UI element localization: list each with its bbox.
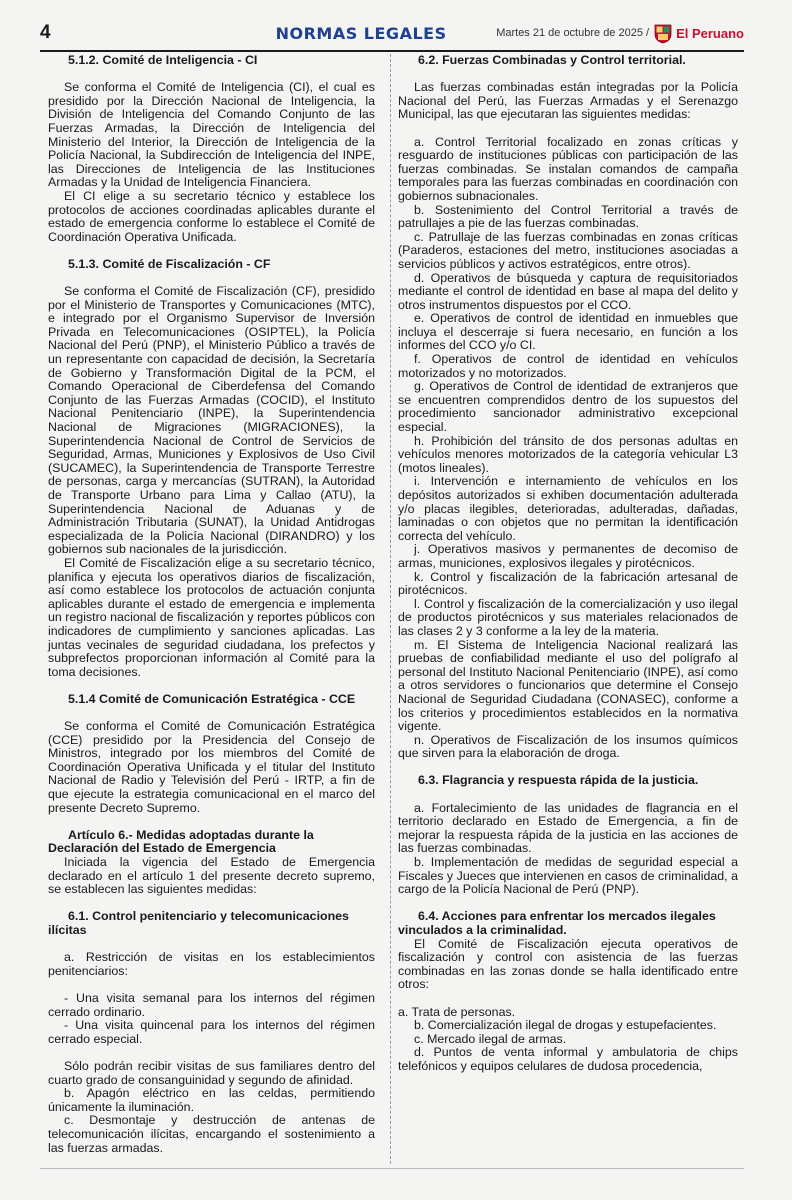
list-item-d: d. Puntos de venta informal y ambulatoria de chips telefónicos y equipos celulares de dudosa procedencia,	[398, 1045, 738, 1073]
right-column	[398, 54, 738, 1074]
list-item-k: k. Control y fiscalización de la fabricación artesanal de pirotécnicos.	[398, 569, 738, 598]
list-item-m: m. El Sistema de Inteligencia Nacional realizará las pruebas de confiabilidad mediante el uso del polígrafo al personal del Instituto Nacional Penitenciario (INPE), así como a otros servidores o funcionarios que determine el Consejo Nacional de Seguridad Ciudadana (CONASEC), conforme a los criterios y procedimientos establecidos en la normativa vigente.	[398, 637, 738, 734]
heading-6-2: 6.2. Fuerzas Combinadas y Control territorial.	[418, 53, 686, 67]
list-item-c: c. Mercado ilegal de armas.	[414, 1031, 567, 1046]
paragraph: El Comité de Fiscalización elige a su secretario técnico, planifica y ejecuta los operativos diarios de fiscalización, así como establece los protocolos de actuación conjunta aplicables durante el estado de emergencia e implementa un registro nacional de fiscalización y reportes públicos con indicadores de cumplimiento y sanciones aplicadas. Las juntas vecinales de seguridad ciudadana, los prefectos y subprefectos proporcionan información al Comité para la toma decisiones.	[48, 555, 375, 679]
list-item-e: e. Operativos de control de identidad en inmuebles que incluya el descerraje si fuera necesario, en función a los informes del CCO y/o CI.	[398, 311, 738, 353]
heading-5-1-3: 5.1.3. Comité de Fiscalización - CF	[68, 256, 271, 271]
page-bottom-rule	[40, 1168, 744, 1169]
heading-5-1-4: 5.1.4 Comité de Comunicación Estratégica - CCE	[68, 691, 356, 706]
list-item-h: h. Prohibición del tránsito de dos personas adultas en vehículos menores motorizados de la categoría vehicular L3 (motos lineales).	[398, 433, 738, 475]
heading-6-3: 6.3. Flagrancia y respuesta rápida de la justicia.	[418, 773, 699, 788]
list-item-g: g. Operativos de Control de identidad de extranjeros que se encuentren comprendidos dentro de los supuestos del procedimiento sancionador administrativo excepcional especial.	[398, 379, 738, 435]
list-item-f: f. Operativos de control de identidad en vehículos motorizados y no motorizados.	[398, 352, 738, 380]
list-item-b: b. Comercialización ilegal de drogas y estupefacientes.	[414, 1018, 717, 1033]
paragraph: El CI elige a su secretario técnico y establece los protocolos de acciones coordinadas aplicables durante el estado de emergencia conforme lo establece el Comité de Coordinación Operativa Unificada.	[48, 188, 375, 244]
list-item-i: i. Intervención e internamiento de vehículos en los depósitos autorizados si exhiben documentación adulterada y/o placas ilegibles, deterioradas, adulteradas, dañadas, laminadas o con objetos que no permitan la identificación correcta del vehículo.	[398, 474, 738, 543]
brand-name: El Peruano	[676, 25, 744, 41]
heading-6-4: 6.4. Acciones para enfrentar los mercados ilegales vinculados a la criminalidad.	[398, 909, 716, 937]
list-item-b: b. Sostenimiento del Control Territorial a través de patrullajes a pie de las fuerzas combinadas.	[398, 202, 738, 231]
heading-6-1: 6.1. Control penitenciario y telecomunicaciones ilícitas	[48, 909, 349, 937]
list-item-c: c. Patrullaje de las fuerzas combinadas en zonas críticas (Paraderos, estaciones del metro, instituciones asociadas a servicios públicos y activos estratégicos, entre otros).	[398, 229, 738, 271]
paragraph: c. Desmontaje y destrucción de antenas de telecomunicación ilícitas, encargando el sostenimiento a las fuerzas armadas.	[48, 1113, 375, 1155]
el-peruano-logo	[653, 22, 744, 44]
paragraph: Se conforma el Comité de Comunicación Estratégica (CCE) presidido por la Presidencia del Consejo de Ministros, integrado por los miembros del Comité de Coordinación Operativa Unificada y el titular del Instituto Nacional de Radio y Televisión del Perú - IRTP, a fin de que ejecute la estrategia comunicacional en el marco del presente Decreto Supremo.	[48, 719, 375, 815]
publication-title: NORMAS LEGALES	[275, 23, 447, 43]
list-item-d: d. Operativos de búsqueda y captura de requisitoriados mediante el control de identidad en base al mapa del delito y otros instrumentos dispuestos por el CCO.	[398, 270, 738, 312]
paragraph: Se conforma el Comité de Inteligencia (CI), el cual es presidido por la Dirección Nacional de Inteligencia, la División de Inteligencia del Comando Conjunto de las Fuerzas Armadas, la Dirección de Inteligencia del Ministerio del Interior, la Dirección de Inteligencia de la Policía Nacional, la Subdirección de Inteligencia del INPE, las Direcciones de Inteligencia de las Instituciones Armadas y la Unidad de Inteligencia Financiera.	[48, 80, 375, 190]
paragraph: - Una visita semanal para los internos del régimen cerrado ordinario.	[48, 990, 375, 1019]
paragraph: Iniciada la vigencia del Estado de Emergencia declarado en el artículo 1 del presente decreto supremo, se establecen las siguientes medidas:	[48, 855, 375, 897]
heading-5-1-2: 5.1.2. Comité de Inteligencia - CI	[68, 53, 258, 67]
paragraph: Sólo podrán recibir visitas de sus familiares dentro del cuarto grado de consanguinidad y segundo de afinidad.	[48, 1058, 375, 1087]
coat-of-arms-icon	[653, 22, 673, 44]
left-column	[48, 54, 375, 1155]
list-item-l: l. Control y fiscalización de la comercialización y uso ilegal de productos pirotécnicos y sus materiales relacionados de las clases 2 y 3 conforme a la ley de la materia.	[398, 596, 738, 638]
list-item-n: n. Operativos de Fiscalización de los insumos químicos que sirven para la elaboración de droga.	[398, 732, 738, 761]
list-item-a: a. Trata de personas.	[398, 1004, 516, 1019]
list-item-a: a. Fortalecimiento de las unidades de flagrancia en el territorio declarado en Estado de Emergencia, a fin de mejorar la respuesta rápida de la justicia en las acciones de las fuerzas combinadas.	[398, 800, 738, 856]
paragraph: b. Apagón eléctrico en las celdas, permitiendo únicamente la iluminación.	[48, 1086, 375, 1114]
paragraph: El Comité de Fiscalización ejecuta operativos de fiscalización y control con asistencia de las fuerzas combinadas en las zonas donde se halla identificado entre otros:	[398, 936, 738, 992]
paragraph: a. Restricción de visitas en los establecimientos penitenciarios:	[48, 950, 375, 978]
page-number: 4	[40, 22, 51, 43]
list-item-b: b. Implementación de medidas de seguridad especial a Fiscales y Jueces que intervienen en casos de criminalidad, a cargo de la Policía Nacional de Perú (PNP).	[398, 855, 738, 897]
page-header	[40, 16, 744, 52]
paragraph: Las fuerzas combinadas están integradas por la Policía Nacional del Perú, las Fuerzas Armadas y el Serenazgo Municipal, las que ejecutaran las siguientes medidas:	[398, 80, 738, 122]
paragraph: - Una visita quincenal para los internos del régimen cerrado especial.	[48, 1018, 375, 1046]
list-item-j: j. Operativos masivos y permanentes de decomiso de armas, municiones, explosivos ilegales y pirotécnicos.	[398, 542, 738, 570]
list-item-a: a. Control Territorial focalizado en zonas críticas y resguardo de instituciones públicas con participación de las fuerzas combinadas. Se instalan comandos de campaña temporales para las fuerzas combinadas en coordinación con gobiernos subnacionales.	[398, 134, 738, 203]
heading-articulo-6: Artículo 6.- Medidas adoptadas durante la Declaración del Estado de Emergencia	[48, 827, 314, 856]
publication-date: Martes 21 de octubre de 2025 /	[496, 27, 650, 39]
paragraph: Se conforma el Comité de Fiscalización (CF), presidido por el Ministerio de Transportes y Comunicaciones (MTC), e integrado por el Organismo Supervisor de Inversión Privada en Telecomunicaciones (OSIPTEL), la Policía Nacional del Perú (PNP), el Ministerio Público a través de un representante con capacidad de decisión, la Secretaría de Gobierno y Transformación Digital de la PCM, el Comando Operacional de Ciberdefensa del Comando Conjunto de las Fuerzas Armadas (COCID), el Instituto Nacional Penitenciario (INPE), la Superintendencia Nacional de Migraciones (MIGRACIONES), la Superintendencia Nacional de Control de Servicios de Seguridad, Armas, Municiones y Explosivos de Uso Civil (SUCAMEC), la Superintendencia de Transporte Terrestre de personas, carga y mercancías (SUTRAN), la Autoridad de Transporte Urbano para Lima y Callao (ATU), la Superintendencia Nacional de Aduanas y de Administración Tributaria (SUNAT), la Unidad Antidrogas especializada de la Policía Nacional (DIRANDRO) y los gobiernos sub nacionales de la jurisdicción.	[48, 284, 375, 557]
column-divider	[390, 54, 391, 1164]
